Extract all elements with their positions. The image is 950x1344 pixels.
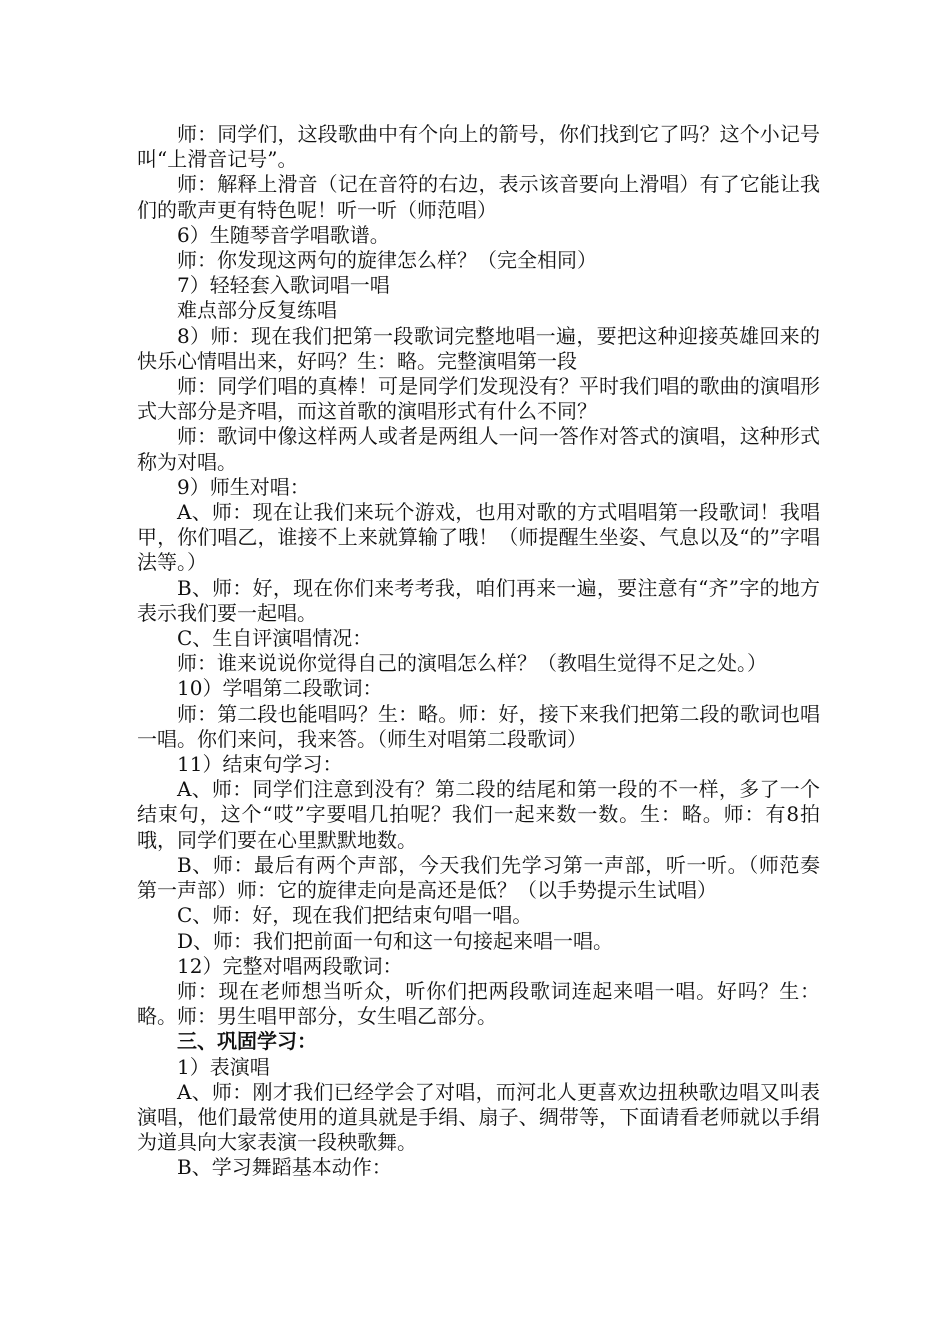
- paragraph: 1）表演唱: [177, 1054, 270, 1079]
- paragraph: A、师：现在让我们来玩个游戏，也用对歌的方式唱唱第一段歌词！我唱甲，你们唱乙，谁接不上来就算输了哦！（师提醒生坐姿、气息以及“的”字唱法等。）: [137, 500, 820, 575]
- paragraph: 11）结束句学习：: [177, 752, 343, 777]
- paragraph: C、生自评演唱情况：: [177, 626, 373, 651]
- paragraph: B、学习舞蹈基本动作：: [177, 1155, 392, 1180]
- paragraph: D、师：我们把前面一句和这一句接起来唱一唱。: [177, 928, 614, 953]
- paragraph: 难点部分反复练唱: [177, 298, 337, 323]
- paragraph: 6）生随琴音学唱歌谱。: [177, 222, 390, 247]
- paragraph: 师：同学们，这段歌曲中有个向上的箭号，你们找到它了吗？这个小记号叫“上滑音记号”。: [137, 122, 820, 172]
- paragraph: 师：第二段也能唱吗？生：略。师：好，接下来我们把第二段的歌词也唱一唱。你们来问，我来答。（师生对唱第二段歌词）: [137, 701, 820, 751]
- paragraph: 师：歌词中像这样两人或者是两组人一问一答作对答式的演唱，这种形式称为对唱。: [137, 424, 820, 474]
- paragraph: 师：你发现这两句的旋律怎么样？（完全相同）: [177, 248, 597, 273]
- document-body: [137, 122, 820, 1181]
- paragraph: 8）师：现在我们把第一段歌词完整地唱一遍，要把这种迎接英雄回来的快乐心情唱出来，好吗？生：略。完整演唱第一段: [137, 323, 820, 373]
- paragraph: 9）师生对唱：: [177, 474, 310, 499]
- paragraph: 12）完整对唱两段歌词：: [177, 953, 403, 978]
- paragraph: B、师：最后有两个声部，今天我们先学习第一声部，听一听。（师范奏第一声部）师：它的旋律走向是高还是低？（以手势提示生试唱）: [137, 852, 820, 903]
- paragraph: 师：现在老师想当听众，听你们把两段歌词连起来唱一唱。好吗？生：略。师：男生唱甲部分，女生唱乙部分。: [137, 978, 820, 1029]
- paragraph: B、师：好，现在你们来考考我，咱们再来一遍，要注意有“齐”字的地方表示我们要一起唱。: [137, 575, 820, 625]
- paragraph: A、师：同学们注意到没有？第二段的结尾和第一段的不一样，多了一个结束句，这个“哎”字要唱几拍呢？我们一起来数一数。生：略。师：有8拍哦，同学们要在心里默默地数。: [137, 777, 820, 852]
- paragraph: C、师：好，现在我们把结束句唱一唱。: [177, 903, 533, 928]
- paragraph: A、师：刚才我们已经学会了对唱，而河北人更喜欢边扭秧歌边唱又叫表演唱，他们最常使用的道具就是手绢、扇子、绸带等，下面请看老师就以手绢为道具向大家表演一段秧歌舞。: [137, 1079, 820, 1155]
- paragraph: 7）轻轻套入歌词唱一唱: [177, 273, 390, 298]
- paragraph: 师：同学们唱的真棒！可是同学们发现没有？平时我们唱的歌曲的演唱形式大部分是齐唱，而这首歌的演唱形式有什么不同？: [137, 374, 820, 424]
- paragraph: 10）学唱第二段歌词：: [177, 676, 383, 701]
- section-heading: 三、巩固学习：: [177, 1029, 317, 1054]
- paragraph: 师：解释上滑音（记在音符的右边，表示该音要向上滑唱）有了它能让我们的歌声更有特色呢！听一听（师范唱）: [137, 172, 820, 222]
- paragraph: 师：谁来说说你觉得自己的演唱怎么样？（教唱生觉得不足之处。）: [177, 651, 767, 676]
